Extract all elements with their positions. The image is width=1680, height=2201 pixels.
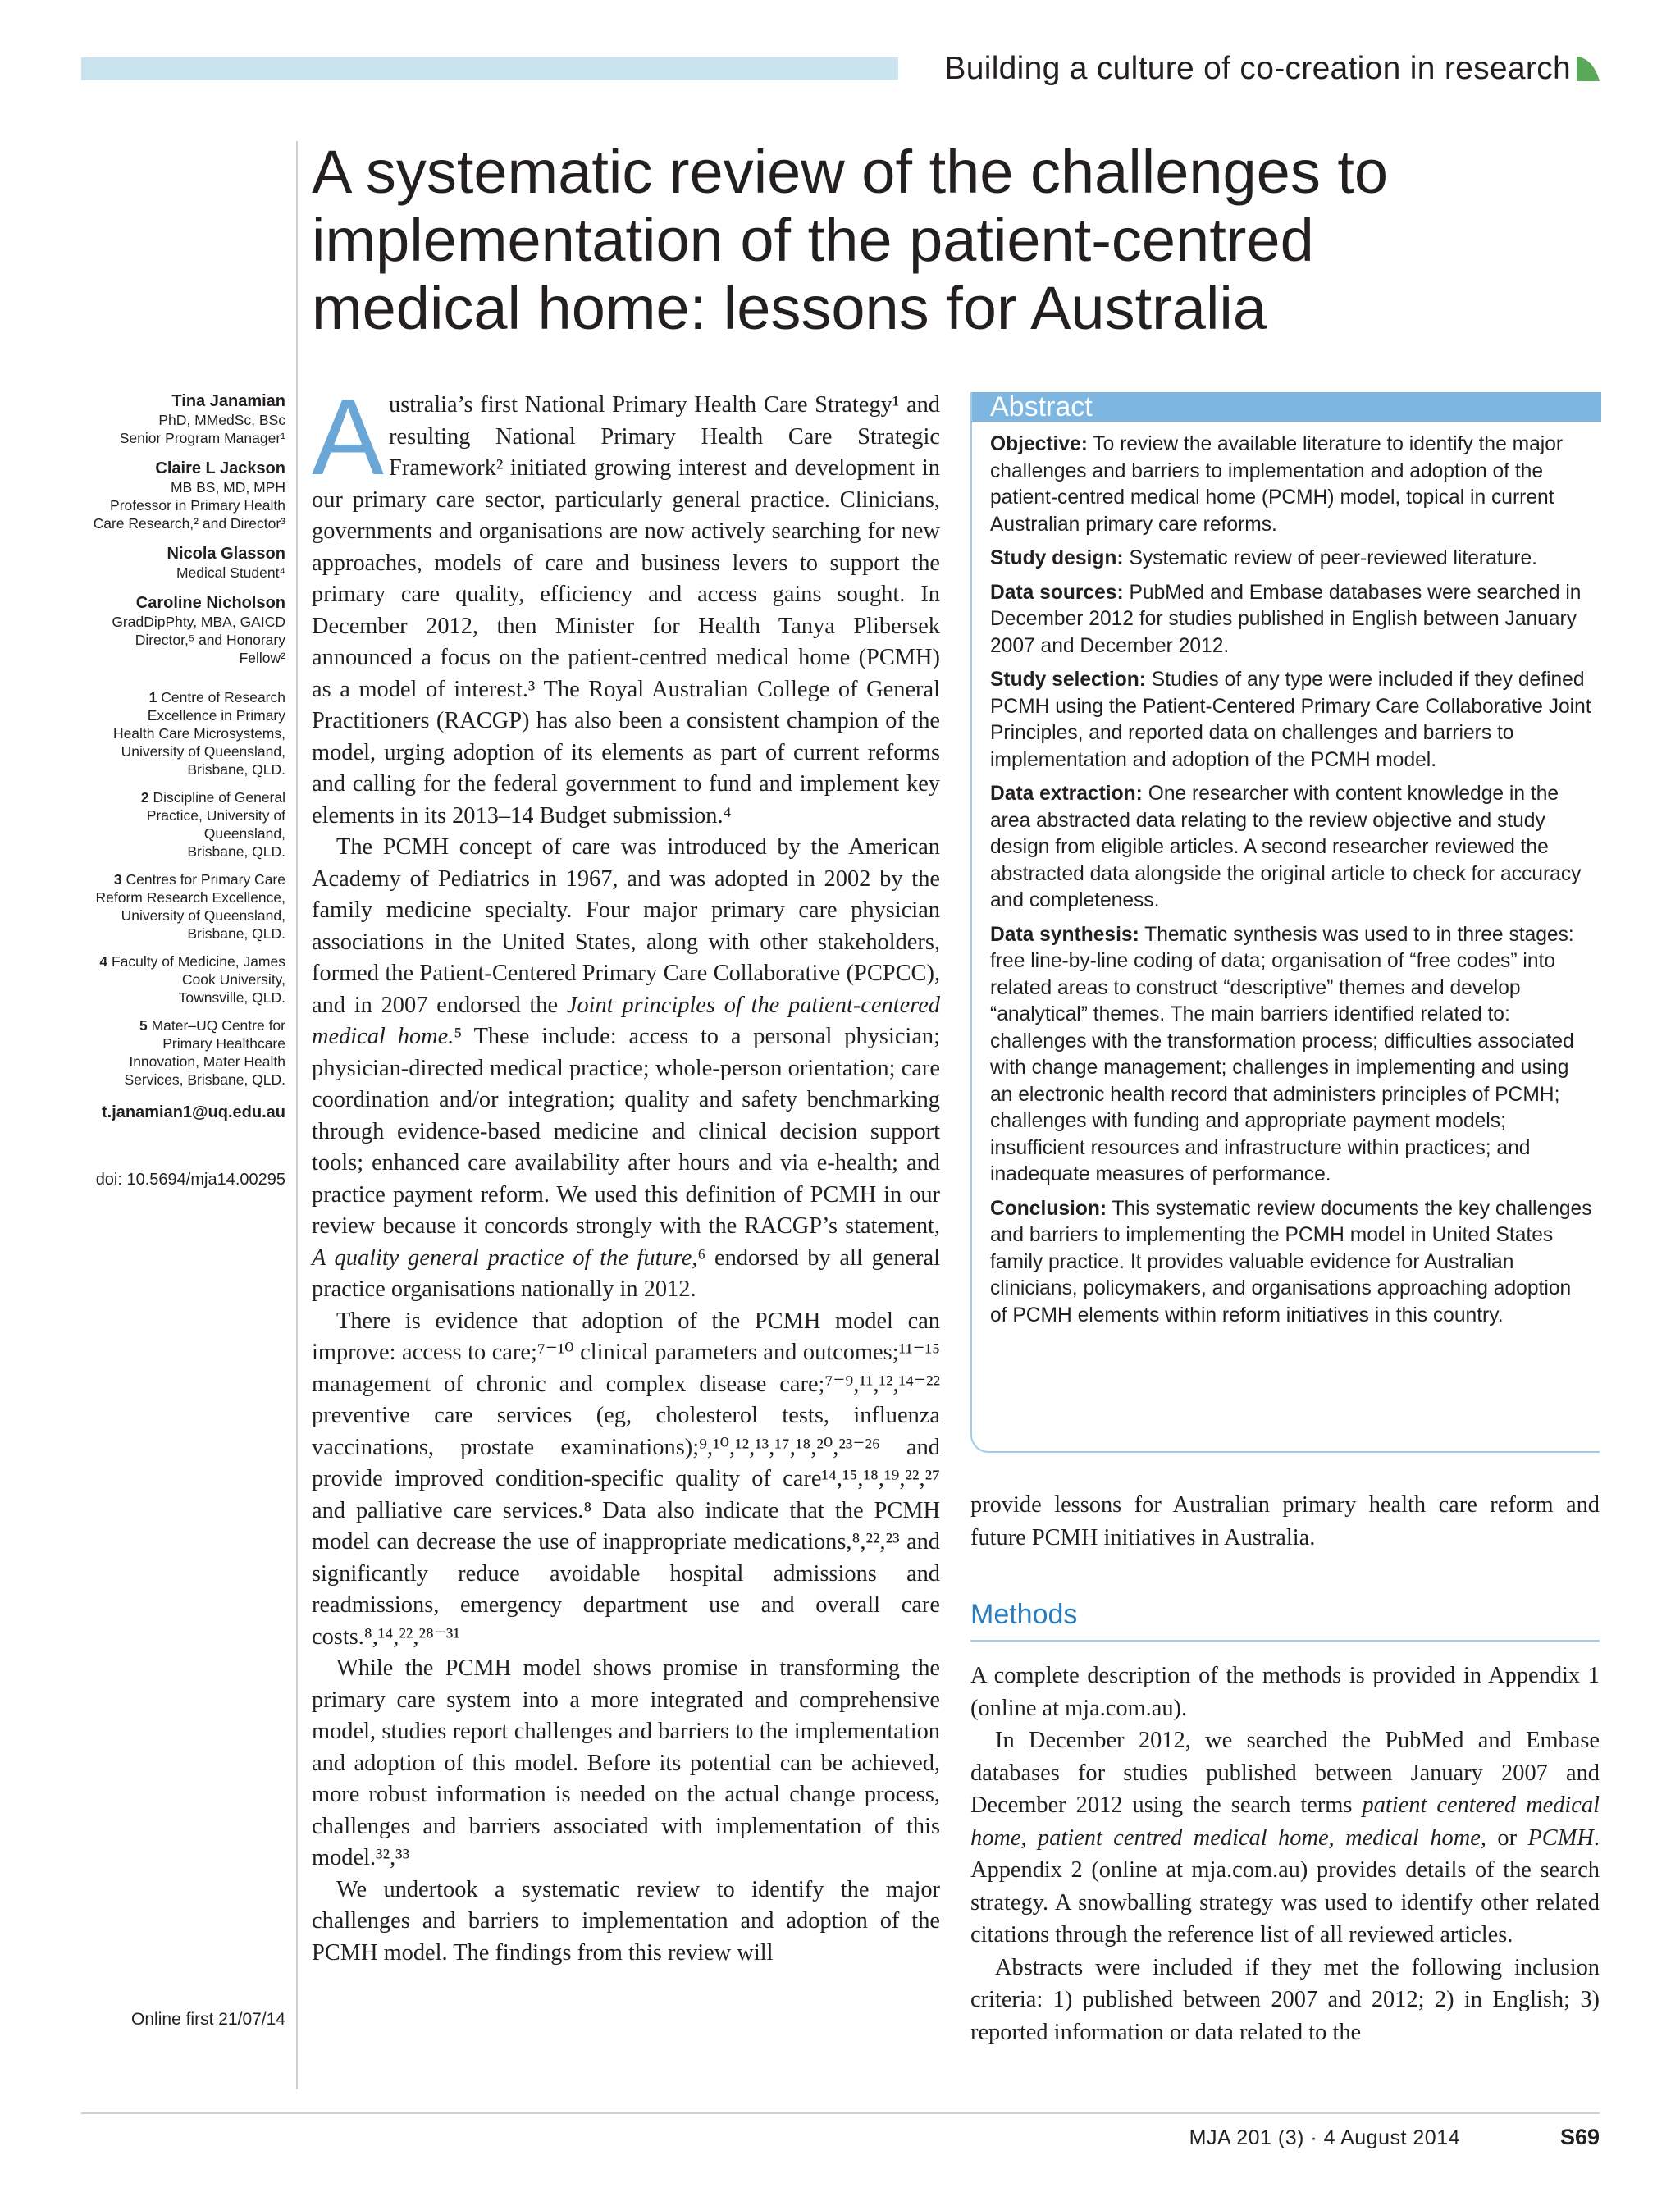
abstract-text: One researcher with content knowledge in the area abstracted data relating to the review objective and study design from eligible articles. A second researcher reviewed the abstracted data alongside the original article to check for accuracy and completeness.: [990, 783, 1582, 911]
body-paragraph: [970, 1724, 1600, 1952]
author-sidebar: [49, 391, 285, 1189]
affiliation-line: Innovation, Mater Health: [129, 1053, 285, 1070]
online-first-date: Online first 21/07/14: [131, 2010, 285, 2029]
author-credential: Professor in Primary Health: [110, 497, 285, 514]
affiliation-number: 3: [113, 871, 122, 888]
paragraph-text: or: [1486, 1824, 1528, 1851]
affiliation: [49, 952, 285, 1007]
body-column-2: [970, 1489, 1600, 2048]
abstract-item: [990, 1196, 1593, 1330]
body-paragraph: Abstracts were included if they met the following inclusion criteria: 1) published between 2007 and 2012; 2) in English; 3) reported information or data related to the: [970, 1954, 1600, 2045]
header-band: [81, 57, 898, 80]
affiliation-number: 5: [139, 1017, 148, 1034]
abstract-heading: Abstract: [972, 392, 1601, 422]
paragraph-text: . Appendix 2 (online at mja.com.au) provides details of the search strategy. A snowballing strategy was used to identify other related citations through the reference list of all reviewed articles.: [970, 1824, 1600, 1948]
affiliation-line: Cook University,: [181, 971, 285, 988]
paragraph-text: In December 2012, we searched the PubMed and Embase databases for studies published between January 2007 and December 2012 using the search terms: [970, 1728, 1600, 1818]
abstract-text: To review the available literature to identify the major challenges and barriers to implementation and adoption of the patient-centred medical home (PCMH) model, topical in current Australian primary care reforms.: [990, 433, 1564, 536]
abstract-text: Systematic review of peer-reviewed literature.: [1123, 547, 1537, 569]
affiliation-line: Excellence in Primary: [147, 707, 285, 724]
abstract-item: [990, 432, 1593, 538]
italic-terms: PCMH: [1527, 1824, 1594, 1851]
title-line-1: A systematic review of the challenges to: [312, 138, 1389, 206]
abstract-item: [990, 922, 1593, 1189]
body-column-1: [312, 377, 941, 1969]
affiliation-line: Brisbane, QLD.: [187, 925, 285, 942]
paragraph-text: ⁵ These include: access to a personal physician; physician-directed medical practice; whole-person orientation; care coordination and/or integration; quality and safety benchmarking through evidence-based medicine and clinical decision support tools; enhanced care availability after hours and via e-health; and practice payment reform. We used this definition of PCMH in our review because it concords strongly with the RACGP’s statement,: [312, 1024, 941, 1239]
author-block: [49, 459, 285, 532]
affiliation-number: 1: [148, 689, 158, 706]
abstract-text: This systematic review documents the key challenges and barriers to implementing the PCMH model in United States family practice. It provides valuable evidence for Australian clinicians, policymakers, and organisations approaching adoption of PCMH elements within reform initiatives in this country.: [990, 1197, 1592, 1327]
title-line-3: medical home: lessons for Australia: [312, 274, 1267, 342]
page-number: S69: [1559, 2125, 1600, 2149]
affiliation-number: 2: [140, 789, 149, 806]
affiliation-line: Primary Healthcare: [162, 1035, 285, 1052]
affiliation: [49, 788, 285, 861]
affiliation-line: Mater–UQ Centre for: [151, 1017, 285, 1034]
affiliation-line: Health Care Microsystems,: [112, 725, 285, 742]
triangle-flag-icon: [1577, 57, 1600, 81]
abstract-label: Objective:: [990, 433, 1088, 455]
affiliation: [49, 1016, 285, 1089]
journal-citation: MJA 201 (3) · 4 August 2014: [1189, 2126, 1460, 2149]
abstract-item: [990, 546, 1593, 573]
paragraph-text: The PCMH concept of care was introduced by the American Academy of Pediatrics in 1967, and was adopted in 2002 by the family medicine specialty. Four major primary care physician associations in the United States, along with other stakeholders, formed the Patient-Centered Primary Care Collaborative (PCPCC), and in 2007 endorsed the: [312, 834, 940, 1018]
abstract-label: Study design:: [990, 547, 1124, 569]
italic-terms: patient centered medical home, patient centred medical home, medical home,: [970, 1792, 1600, 1851]
affiliation-number: 4: [99, 953, 108, 970]
drop-cap: A: [312, 377, 385, 497]
author-credential: GradDipPhty, MBA, GAICD: [112, 614, 285, 630]
author-credential: MB BS, MD, MPH: [170, 479, 285, 495]
contact-email-link[interactable]: t.janamian1@uq.edu.au: [102, 1103, 285, 1121]
article-title: [312, 138, 1624, 342]
doi-link[interactable]: doi: 10.5694/mja14.00295: [95, 1171, 285, 1189]
author-name: Caroline Nicholson: [135, 594, 285, 612]
body-paragraph: While the PCMH model shows promise in transforming the primary care system into a more integrated and comprehensive model, studies report challenges and barriers to the implementation and adoption of this model. Before its potential can be achieved, more robust information is needed on the actual change process, challenges and barriers associated with implementation of this model.³²,³³: [312, 1655, 940, 1870]
abstract-label: Data extraction:: [990, 783, 1143, 805]
body-paragraph: [312, 832, 940, 1306]
abstract-label: Conclusion:: [990, 1197, 1107, 1220]
body-paragraph: [312, 377, 940, 832]
author-block: [49, 593, 285, 667]
abstract-text: PubMed and Embase databases were searched in December 2012 for studies published in English between January 2007 and December 2012.: [990, 581, 1582, 657]
abstract-label: Data synthesis:: [990, 923, 1139, 946]
author-credential: Medical Student⁴: [176, 564, 285, 581]
author-name: Claire L Jackson: [155, 459, 285, 477]
author-block: [49, 544, 285, 582]
body-paragraph: We undertook a systematic review to identify the major challenges and barriers to implementation and adoption of the PCMH model. The findings from this review will: [312, 1876, 940, 1966]
paragraph-text: ⁶ endorsed by all general practice organisations nationally in 2012.: [312, 1244, 940, 1302]
author-name: Nicola Glasson: [167, 545, 285, 563]
affiliation: [49, 870, 285, 943]
column-divider: [296, 141, 298, 2089]
abstract-text: Thematic synthesis was used to in three stages: free line-by-line coding of data; organisation of “free codes” into related areas to construct “descriptive” themes and develop “analytical” themes. The main barriers identified related to: challenges with the transformation process; difficulties associated with change management; challenges in implementing and using an electronic health record that administers principles of PCMH; challenges with funding and appropriate payment models; insufficient resources and infrastructure within practices; and inadequate measures of performance.: [990, 923, 1574, 1185]
footer-rule: [81, 2112, 1600, 2114]
author-credential: PhD, MMedSc, BSc: [158, 412, 285, 428]
affiliation-line: Reform Research Excellence,: [95, 889, 285, 906]
heading-rule: [970, 1640, 1600, 1642]
body-paragraph: There is evidence that adoption of the PCMH model can improve: access to care;⁷⁻¹⁰ clinical parameters and outcomes;¹¹⁻¹⁵ management of chronic and complex disease care;⁷⁻⁹,¹¹,¹²,¹⁴⁻²² preventive care services (eg, cholesterol tests, influenza vaccinations, prostate examinations);⁹,¹⁰,¹²,¹³,¹⁷,¹⁸,²⁰,²³⁻²⁶ and provide improved condition-specific quality of care¹⁴,¹⁵,¹⁸,¹⁹,²²,²⁷ and palliative care services.⁸ Data also indicate that the PCMH model can decrease the use of inappropriate medications,⁸,²²,²³ and significantly reduce avoidable hospital admissions and readmissions, emergency department use and overall care costs.⁸,¹⁴,²²,²⁸⁻³¹: [312, 1308, 940, 1650]
author-credential: Senior Program Manager¹: [119, 430, 285, 446]
affiliation-line: Centre of Research: [161, 689, 285, 706]
author-credential: Fellow²: [239, 650, 285, 666]
abstract-item: [990, 667, 1593, 774]
abstract-body: [990, 432, 1593, 1336]
affiliation-line: Services, Brisbane, QLD.: [124, 1071, 285, 1088]
abstract-box: [970, 392, 1600, 1453]
affiliation-line: University of Queensland,: [121, 907, 285, 924]
affiliation-line: Centres for Primary Care: [126, 871, 285, 888]
abstract-item: [990, 580, 1593, 660]
section-title: Building a culture of co-creation in research: [944, 51, 1571, 86]
body-paragraph: A complete description of the methods is provided in Appendix 1 (online at mja.com.au).: [970, 1663, 1600, 1721]
italic-title: A quality general practice of the future,: [312, 1244, 698, 1271]
body-paragraph: provide lessons for Australian primary health care reform and future PCMH initiatives in Australia.: [970, 1492, 1600, 1550]
affiliation-line: Queensland,: [203, 825, 285, 842]
title-line-2: implementation of the patient-centred: [312, 206, 1314, 274]
author-name: Tina Janamian: [171, 392, 285, 410]
paragraph-text: ustralia’s first National Primary Health Care Strategy¹ and resulting National Primary Health Care Strategic Framework² initiated growing interest and development in our primary care sector, particularly general practice. Clinicians, governments and organisations are now actively searching for new approaches, models of care and business levers to support the primary care quality, efficiency and access gains sought. In December 2012, then Minister for Health Tanya Plibersek announced a focus on the patient-centred medical home (PCMH) as a model of interest.³ The Royal Australian College of General Practitioners (RACGP) has also been a consistent champion of the model, urging adoption of its elements as part of current reforms and calling for the federal government to fund and implement key elements in its 2013–14 Budget submission.⁴: [312, 392, 940, 829]
author-credential: Care Research,² and Director³: [93, 515, 285, 532]
abstract-item: [990, 781, 1593, 915]
affiliation-line: Brisbane, QLD.: [187, 843, 285, 860]
section-heading-methods: Methods: [970, 1599, 1078, 1630]
affiliation: [49, 688, 285, 779]
affiliation-line: Townsville, QLD.: [178, 989, 285, 1006]
affiliation-line: University of Queensland,: [121, 743, 285, 760]
affiliation-line: Discipline of General: [153, 789, 285, 806]
abstract-label: Data sources:: [990, 581, 1124, 604]
author-credential: Director,⁵ and Honorary: [135, 632, 285, 648]
italic-title: Joint principles of the patient-centered medical home.: [312, 992, 940, 1049]
affiliation-line: Practice, University of: [146, 807, 285, 824]
abstract-text: Studies of any type were included if they defined PCMH using the Patient-Centered Primary Care Collaborative Joint Principles, and reported data on challenges and barriers to implementation and adoption of the PCMH model.: [990, 669, 1591, 771]
affiliation-line: Faculty of Medicine, James: [111, 953, 285, 970]
author-block: [49, 391, 285, 447]
affiliation-line: Brisbane, QLD.: [187, 761, 285, 778]
abstract-label: Study selection:: [990, 669, 1146, 691]
